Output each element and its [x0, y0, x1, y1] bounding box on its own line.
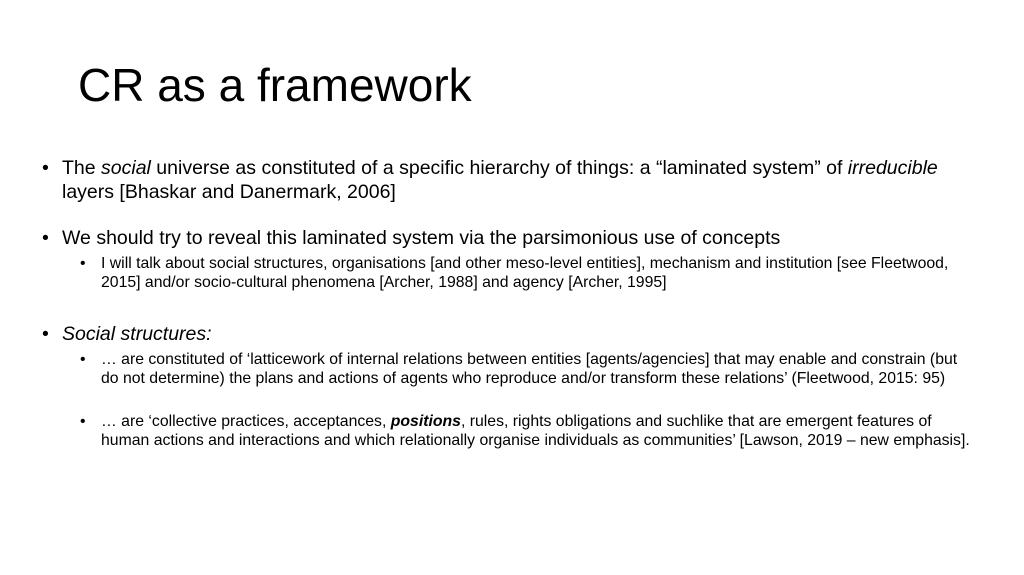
slide-title: CR as a framework: [78, 59, 472, 111]
text-run: , rules, rights obligations and suchlike that are emergent features of human actions and interactions and which relationally organise individuals as communities’ [Lawson, 2019 – new emphasis].: [101, 413, 970, 449]
sub-bullet-lawson: [80, 412, 972, 450]
emphasis-social-structures: Social structures:: [62, 323, 212, 345]
emphasis-irreducible: irreducible: [847, 157, 938, 179]
bullet-social-structures: [42, 322, 972, 346]
sub-bullet-fleetwood: [80, 350, 972, 388]
emphasis-social: social: [101, 157, 151, 179]
slide-body: [42, 156, 972, 450]
text-run: universe as constituted of a specific hierarchy of things: a “laminated system” of: [150, 157, 848, 179]
text-run: I will talk about social structures, organisations [and other meso-level entities], mechanism and institution [see Fleetwood, 2015] and/or socio-cultural phenomena [Archer, 1988] and agency [Archer, 1995]: [101, 255, 949, 291]
text-run: … are ‘collective practices, acceptances,: [101, 413, 391, 430]
bullet-laminated-system: [42, 156, 972, 204]
text-run: The: [62, 157, 102, 179]
text-run: … are constituted of ‘latticework of internal relations between entities [agents/agencies] that may enable and constrain (but do not determine) the plans and actions of agents who reproduce and/or transform these relations’ (Fleetwood, 2015: 95): [101, 351, 958, 387]
text-run: layers [Bhaskar and Danermark, 2006]: [62, 181, 396, 203]
emphasis-positions: positions: [390, 413, 461, 430]
bullet-parsimonious-concepts: [42, 226, 972, 250]
sub-bullet-concepts-list: [80, 254, 972, 292]
text-run: We should try to reveal this laminated system via the parsimonious use of concepts: [62, 227, 781, 249]
